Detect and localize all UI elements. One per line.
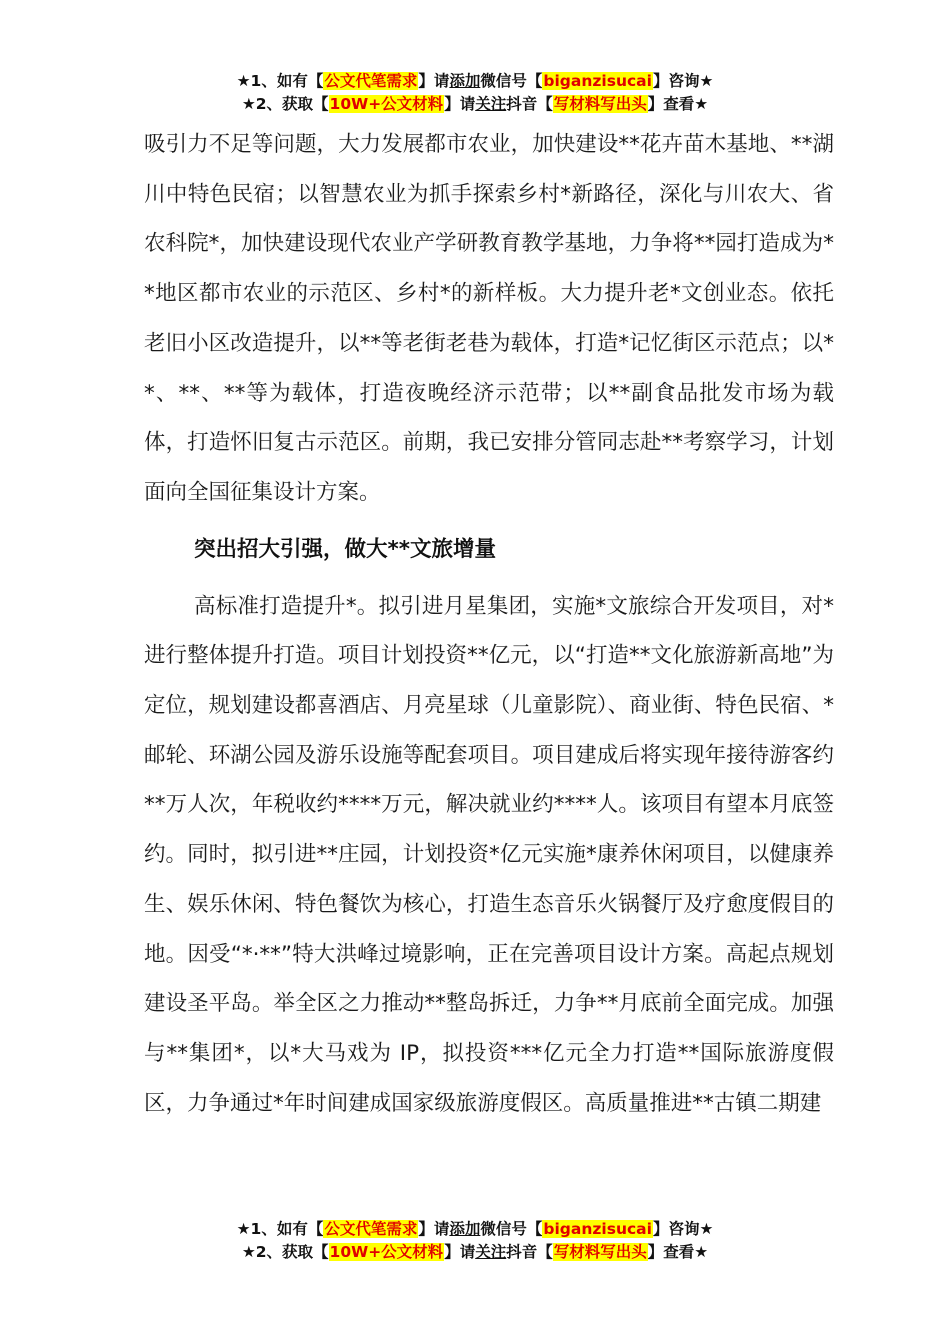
promo-highlight: 公文代笔需求 xyxy=(324,72,418,90)
promo-wechat-id: biganzisucai xyxy=(543,72,652,90)
body-paragraph-2: 高标准打造提升*。拟引进月星集团，实施*文旅综合开发项目，对*进行整体提升打造。项目计划投资**亿元，以“打造**文化旅游新高地”为定位，规划建设都喜酒店、月亮星球（儿童影院）、商业街、特色民宿、*邮轮、环湖公园及游乐设施等配套项目。项目建成后将实现年接待游客约**万人次，年税收约****万元，解决就业约****人。该项目有望本月底签约。同时，拟引进**庄园，计划投资*亿元实施*康养休闲项目，以健康养生、娱乐休闲、特色餐饮为核心，打造生态音乐火锅餐厅及疗愈度假目的地。因受“*·**”特大洪峰过境影响，正在完善项目设计方案。高起点规划建设圣平岛。举全区之力推动**整岛拆迁，力争**月底前全面完成。加强与**集团*，以*大马戏为 IP，拟投资***亿元全力打造**国际旅游度假区，力争通过*年时间建成国家级旅游度假区。高质量推进**古镇二期建 xyxy=(144,593,834,1116)
body-paragraph-1: 吸引力不足等问题，大力发展都市农业，加快建设**花卉苗木基地、**湖川中特色民宿；以智慧农业为抓手探索乡村*新路径，深化与川农大、省农科院*，加快建设现代农业产学研教育教学基地，力争将**园打造成为**地区都市农业的示范区、乡村*的新样板。大力提升老*文创业态。依托老旧小区改造提升，以**等老街老巷为载体，打造*记忆街区示范点；以**、**、**等为载体，打造夜晚经济示范带；以**副食品批发市场为载体，打造怀旧复古示范区。前期，我已安排分管同志赴**考察学习，计划面向全国征集设计方案。 xyxy=(144,132,834,505)
promo-text: 微信号【 xyxy=(480,1220,543,1238)
promo-text: 】请 xyxy=(444,95,476,113)
promo-underlined: 添加 xyxy=(449,1220,481,1238)
document-body xyxy=(144,120,834,1128)
promo-highlight: 10W+公文材料 xyxy=(329,1243,444,1261)
footer-promo-banner xyxy=(0,1218,950,1264)
promo-text: 抖音【 xyxy=(506,1243,553,1261)
promo-text: 】请 xyxy=(444,1243,476,1261)
promo-underlined: 关注 xyxy=(475,95,507,113)
section-heading: 突出招大引强，做大**文旅增量 xyxy=(194,536,496,562)
promo-text: 】请 xyxy=(418,1220,450,1238)
header-promo-line-1 xyxy=(0,70,950,93)
promo-highlight: 10W+公文材料 xyxy=(329,95,444,113)
promo-text: ★1、如有【 xyxy=(236,72,324,90)
header-promo-banner xyxy=(0,70,950,116)
header-promo-line-2 xyxy=(0,93,950,116)
promo-wechat-id: biganzisucai xyxy=(543,1220,652,1238)
promo-text: ★1、如有【 xyxy=(236,1220,324,1238)
promo-text: 微信号【 xyxy=(480,72,543,90)
footer-promo-line-2 xyxy=(0,1241,950,1264)
promo-underlined: 关注 xyxy=(475,1243,507,1261)
promo-text: 】咨询★ xyxy=(652,1220,714,1238)
promo-highlight: 公文代笔需求 xyxy=(324,1220,418,1238)
promo-text: 】查看★ xyxy=(647,95,709,113)
promo-text: ★2、获取【 xyxy=(241,95,329,113)
promo-text: ★2、获取【 xyxy=(241,1243,329,1261)
footer-promo-line-1 xyxy=(0,1218,950,1241)
promo-douyin-account: 写材料写出头 xyxy=(553,95,647,113)
promo-underlined: 添加 xyxy=(449,72,481,90)
promo-douyin-account: 写材料写出头 xyxy=(553,1243,647,1261)
promo-text: 】请 xyxy=(418,72,450,90)
promo-text: 】咨询★ xyxy=(652,72,714,90)
promo-text: 】查看★ xyxy=(647,1243,709,1261)
promo-text: 抖音【 xyxy=(506,95,553,113)
